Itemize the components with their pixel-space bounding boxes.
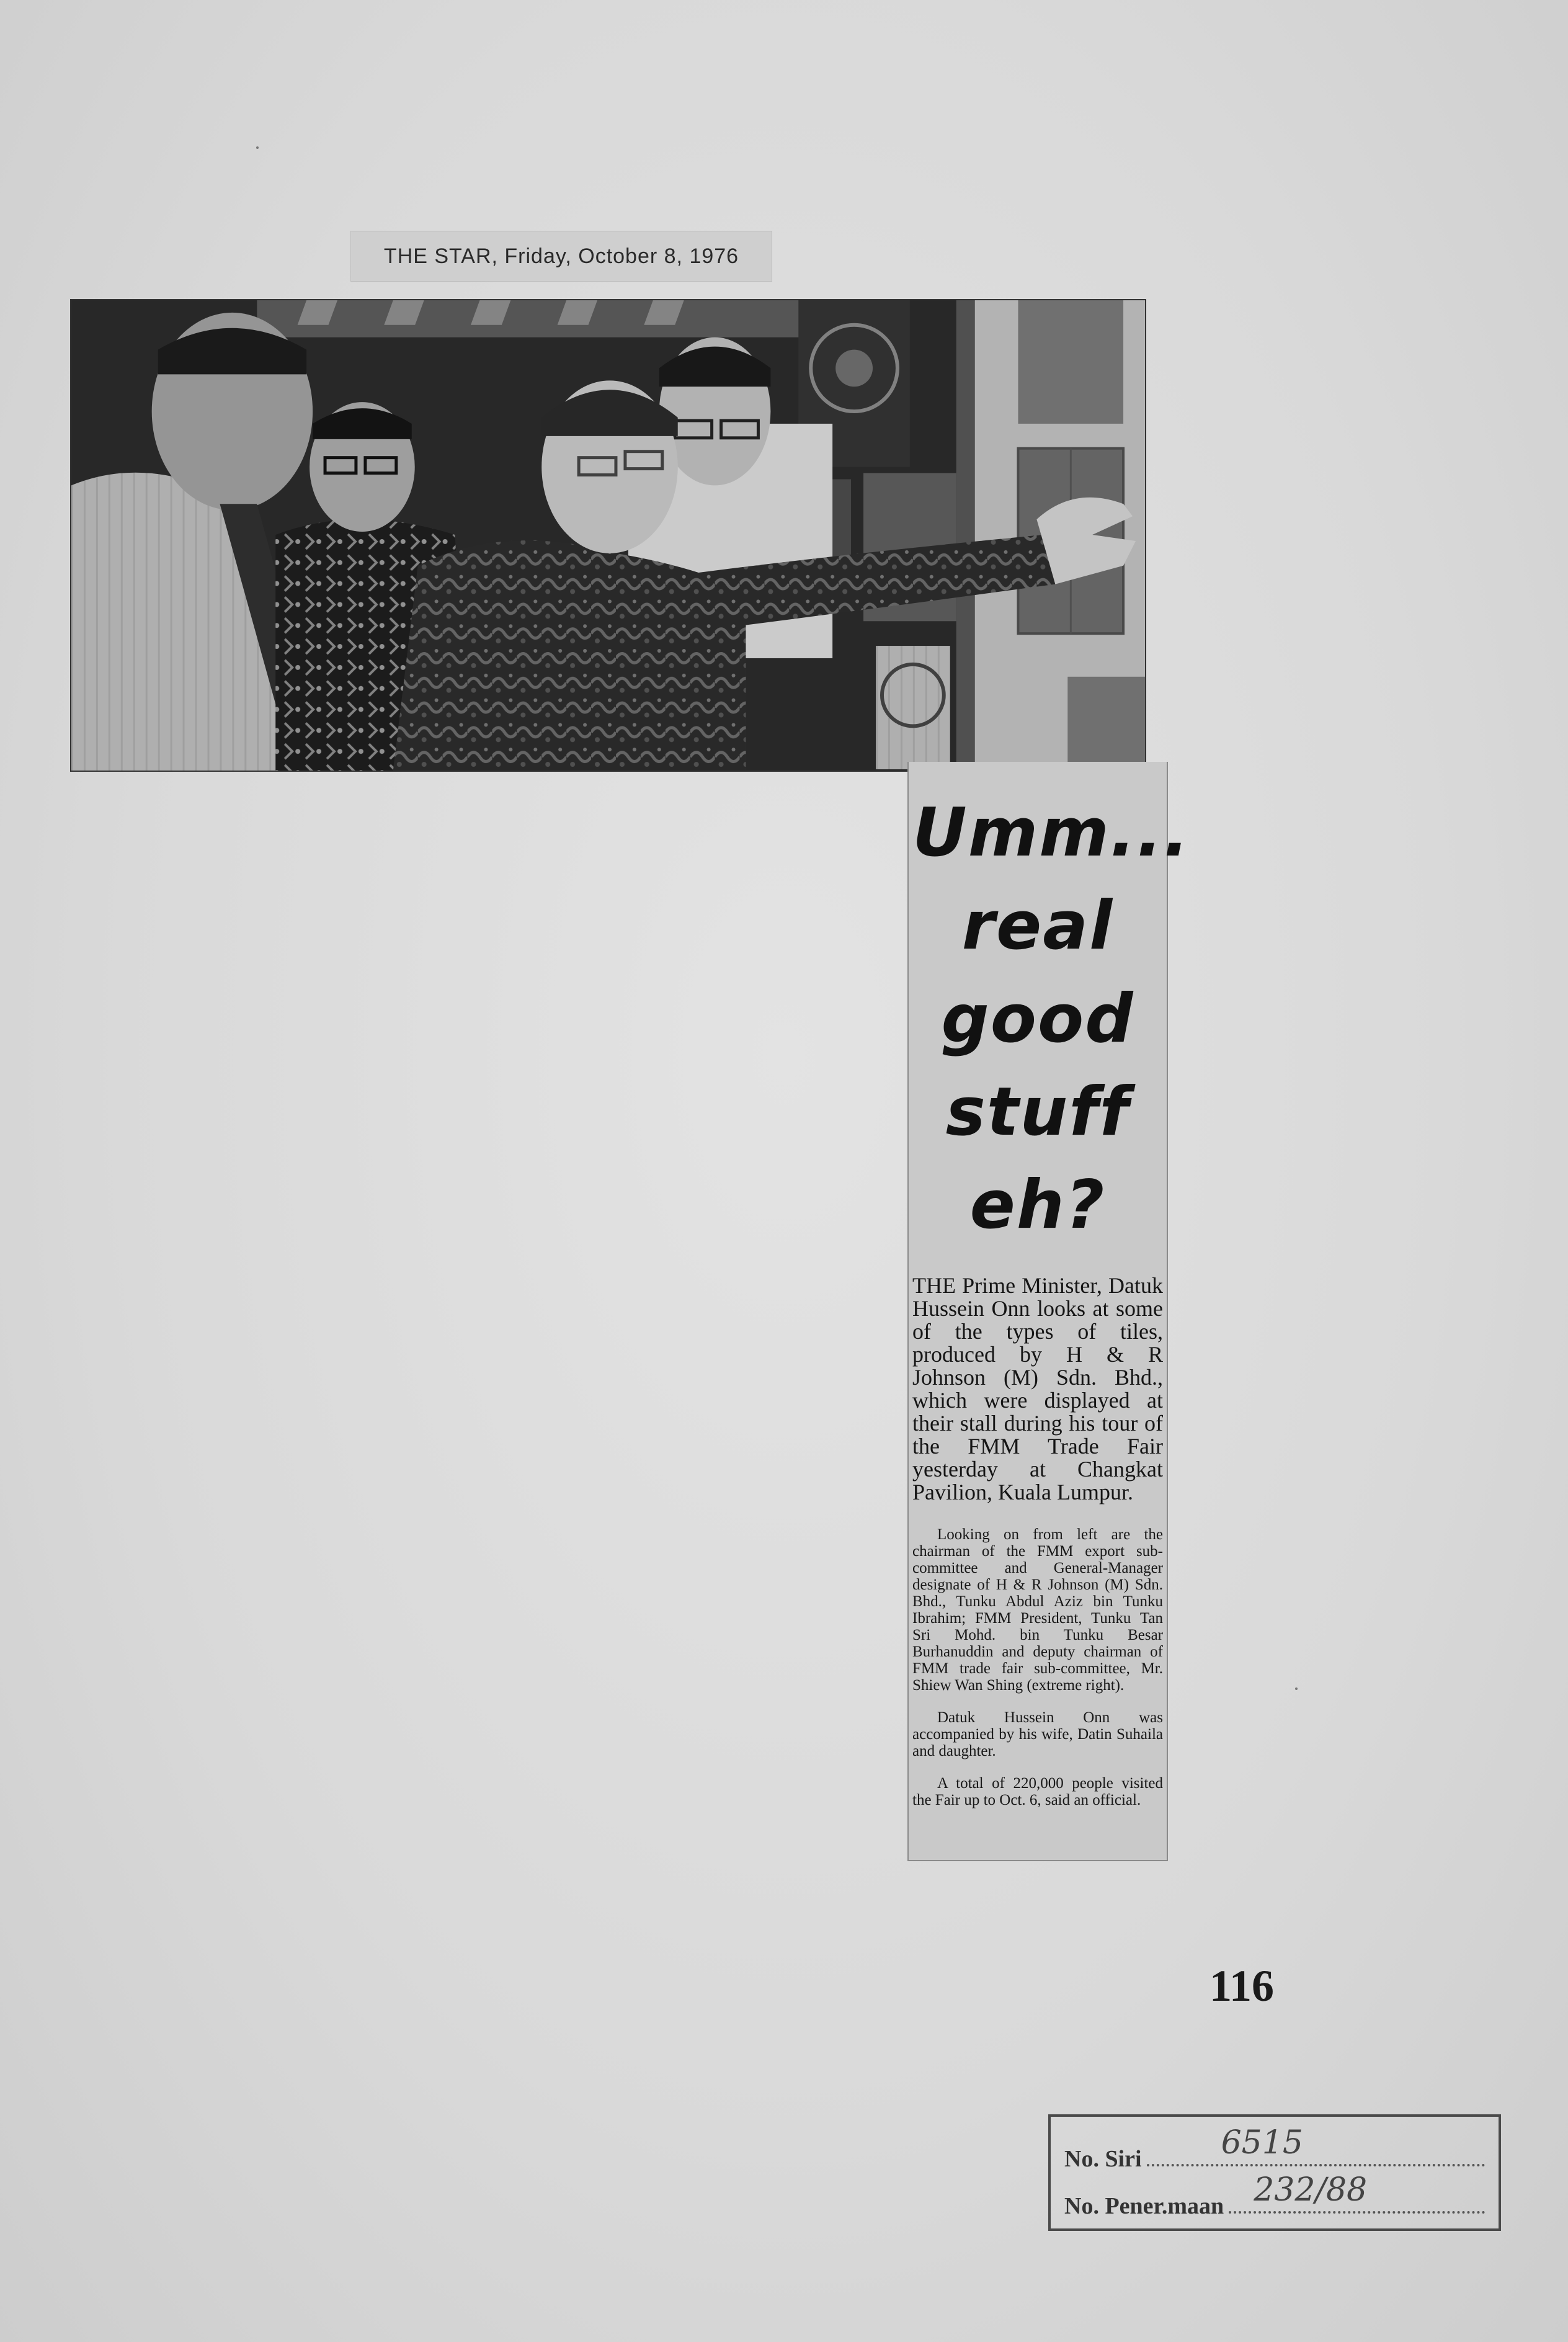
headline-line: eh?	[969, 1166, 1106, 1244]
page-number: 116	[1209, 1961, 1275, 2011]
headline-line: Umm...	[912, 794, 1190, 872]
paper-speck	[256, 146, 259, 149]
article-column	[907, 762, 1190, 1861]
article-lead-paragraph: THE Prime Minister, Datuk Hussein Onn looks at some of the types of tiles, produced by H & R Johnson (M) Sdn. Bhd., which were displayed at their stall during his tour of the FMM Trade Fair yesterday at Changkat Pavilion, Kuala Lumpur.	[912, 1273, 1163, 1504]
paper-speck	[1295, 1687, 1298, 1690]
penerimaan-handwritten-value: 232/88	[1254, 2171, 1368, 2209]
catalogue-stamp	[1048, 2114, 1501, 2231]
photo-illustration	[71, 300, 1145, 771]
article-paragraph: Looking on from left are the chairman of the FMM export sub-committee and General-Manager designate of H & R Johnson (M) Sdn. Bhd., Tunku Abdul Aziz bin Tunku Ibrahim; FMM President, Tunku Tan Sri Mohd. bin Tunku Besar Burhanuddin and deputy chairman of FMM trade fair sub-committee, Mr. Shiew Wan Shing (extreme right).	[912, 1526, 1163, 1694]
siri-dotted-line	[1147, 2124, 1485, 2166]
siri-label: No. Siri	[1064, 2146, 1142, 2172]
article-paragraph: Datuk Hussein Onn was accompanied by his wife, Datin Suhaila and daughter.	[912, 1709, 1163, 1759]
newspaper-dateline: THE STAR, Friday, October 8, 1976	[350, 231, 772, 282]
siri-handwritten-value: 6515	[1221, 2124, 1303, 2161]
penerimaan-dotted-line	[1229, 2171, 1485, 2214]
article-paragraph: A total of 220,000 people visited the Fair up to Oct. 6, said an official.	[912, 1775, 1163, 1808]
headline-line: real	[961, 887, 1114, 965]
stamp-row-siri	[1064, 2125, 1485, 2173]
stamp-row-penerimaan	[1064, 2173, 1485, 2220]
article-headline	[912, 787, 1190, 1252]
headline-line: good	[941, 980, 1134, 1058]
penerimaan-label: No. Pener.maan	[1064, 2193, 1224, 2219]
news-photograph	[70, 299, 1146, 772]
headline-line: stuff	[945, 1073, 1130, 1151]
